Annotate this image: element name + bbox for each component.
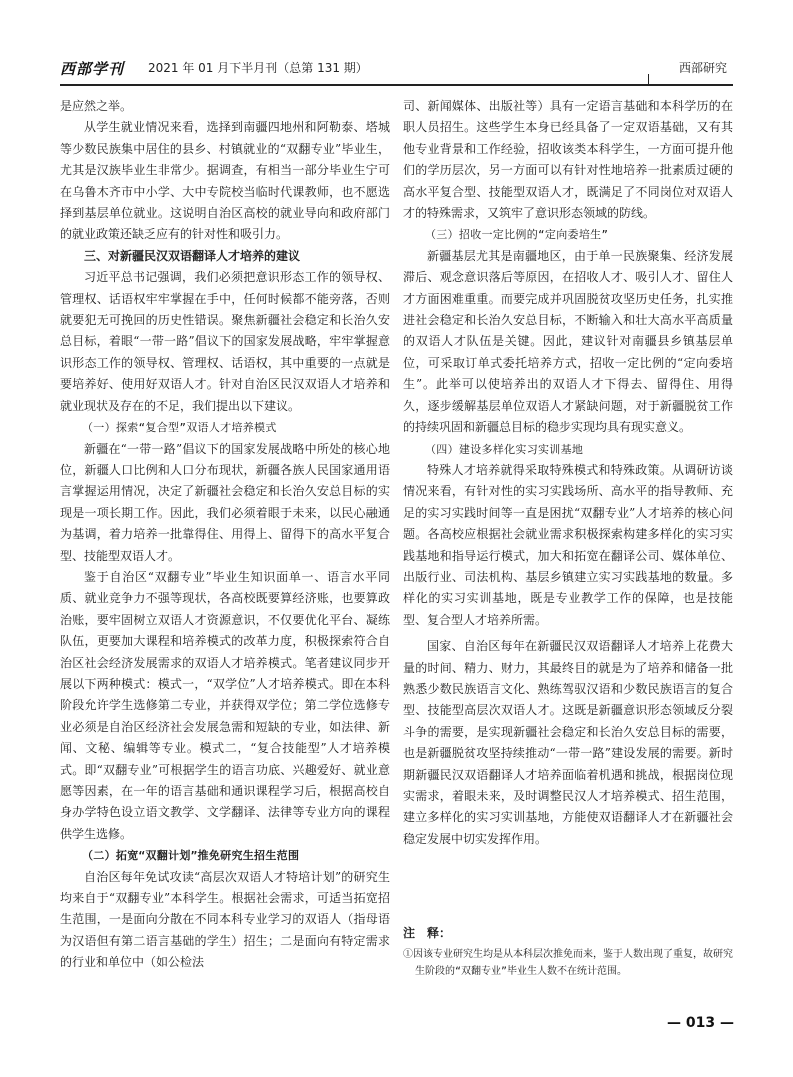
right-column	[403, 96, 733, 850]
notes-section	[403, 924, 733, 980]
notes-title: 注 释：	[403, 926, 452, 940]
issue-info: 2021 年 01 月下半月刊（总第 131 期）	[148, 61, 368, 75]
body-paragraph: 特殊人才培养就得采取特殊模式和特殊政策。从调研访谈情况来看，有针对性的实习实践场所、高水平的指导教师、充足的实习实践时间等一直是困扰“双翻专业”人才培养的核心问题。各高校应根据社会就业需求积极探索构建多样化的实习实践基地和指导运行模式，加大和拓宽在翻译公司、媒体单位、出版行业、司法机构、基层乡镇建立实习实践基地的数量。多样化的实习实训基地，既是专业教学工作的保障，也是技能型、复合型人才培养所需。	[403, 462, 733, 627]
body-paragraph: 鉴于自治区“双翻专业”毕业生知识面单一、语言水平同质、就业竞争力不强等现状，各高校既要算经济账，也要算政治账，要牢固树立双语人才资源意识，不仅要优化平台、凝练队伍，更要加大课程和培养模式的改革力度，积极探索符合自治区社会经济发展需求的双语人才培养模式。笔者建议同步开展以下两种模式：模式一，“双学位”人才培养模式。即在本科阶段允许学生选修第二专业，并获得双学位；第二学位选修专业必须是自治区经济社会发展急需和短缺的专业，如法律、新闻、文秘、编辑等专业。模式二，“复合技能型”人才培养模式。即“双翻专业”可根据学生的语言功底、兴趣爱好、就业意愿等因素，在一年的语言基础和通识课程学习后，根据高校自身办学特色设立语文教学、文学翻译、法律等专业方向的课程供学生选修。	[60, 569, 390, 841]
body-paragraph: 司、新闻媒体、出版社等）具有一定语言基础和本科学历的在职人员招生。这些学生本身已经具备了一定双语基础，又有其他专业背景和工作经验，招收该类本科学生，一方面可提升他们的学历层次，另一方面可以有针对性地培养一批素质过硬的高水平复合型、技能型双语人才，既满足了不同岗位对双语人才的特殊需求，又筑牢了意识形态领域的防线。	[403, 99, 733, 221]
body-paragraph: 新疆基层尤其是南疆地区，由于单一民族聚集、经济发展滞后、观念意识落后等原因，在招收人才、吸引人才、留住人才方面困难重重。而要完成并巩固脱贫攻坚历史任务，扎实推进社会稳定和长治久安总目标，不断输入和壮大高水平高质量的双语人才队伍是关键。因此，建议针对南疆县乡镇基层单位，可采取订单式委托培养方式，招收一定比例的“定向委培生”。此举可以使培养出的双语人才下得去、留得住、用得久，逐步缓解基层单位双语人才紧缺问题，对于新疆脱贫工作的持续巩固和新疆总目标的稳步实现均具有现实意义。	[403, 248, 733, 435]
header-divider	[648, 74, 649, 86]
body-paragraph: 是应然之举。	[60, 99, 133, 113]
subsection-heading: （四）建设多样化实习实训基地	[425, 442, 584, 456]
section-name: 西部研究	[678, 61, 727, 75]
section-heading: 三、对新疆民汉双语翻译人才培养的建议	[84, 248, 301, 263]
left-column	[60, 96, 390, 974]
body-paragraph: 自治区每年免试攻读“高层次双语人才特培计划”的研究生均来自于“双翻专业”本科学生。根据社会需求，可适当拓宽招生范围，一是面向分散在不同本科专业学习的双语人（指母语为汉语但有第二语言基础的学生）招生；二是面向有特定需求的行业和单位中（如公检法	[60, 869, 390, 970]
body-paragraph: 从学生就业情况来看，选择到南疆四地州和阿勒泰、塔城等少数民族集中居住的县乡、村镇就业的“双翻专业”毕业生，尤其是汉族毕业生非常少。据调查，有相当一部分毕业生宁可在乌鲁木齐市中小学、大中专院校当临时代课教师，也不愿选择到基层单位就业。这说明自治区高校的就业导向和政府部门的就业政策还缺乏应有的针对性和吸引力。	[60, 120, 390, 242]
page-number: — 013 —	[667, 1015, 734, 1031]
footnote: ①因该专业研究生均是从本科层次推免而来，鉴于人数出现了重复，故研究生阶段的“双翻专业”毕业生人数不在统计范围。	[403, 949, 733, 977]
body-paragraph: 国家、自治区每年在新疆民汉双语翻译人才培养上花费大量的时间、精力、财力，其最终目的就是为了培养和储备一批熟悉少数民族语言文化、熟练驾驭汉语和少数民族语言的复合型、技能型高层次双语人才。这既是新疆意识形态领域反分裂斗争的需要，是实现新疆社会稳定和长治久安总目标的需要，也是新疆脱贫攻坚持续推动“一带一路”建设发展的需要。新时期新疆民汉双语翻译人才培养面临着机遇和挑战，根据岗位现实需求，着眼未来，及时调整民汉人才培养模式、招生范围，建立多样化的实习实训基地，方能使双语翻译人才在新疆社会稳定发展中切实发挥作用。	[403, 639, 733, 846]
journal-logo: 西部学刊	[60, 60, 125, 78]
body-paragraph: 习近平总书记强调，我们必须把意识形态工作的领导权、管理权、话语权牢牢掌握在手中，任何时候都不能旁落，否则就要犯无可挽回的历史性错误。聚焦新疆社会稳定和长治久安总目标，着眼“一带一路”倡议下的国家发展战略，牢牢掌握意识形态工作的领导权、管理权、话语权，其中重要的一点就是要培养好、使用好双语人才。针对自治区民汉双语人才培养和就业现状及存在的不足，我们提出以下建议。	[60, 270, 390, 413]
page-header	[60, 50, 733, 86]
body-paragraph: 新疆在“一带一路”倡议下的国家发展战略中所处的核心地位，新疆人口比例和人口分布现状，新疆各族人民国家通用语言掌握运用情况，决定了新疆社会稳定和长治久安总目标的实现是一项长期工作。因此，我们必须着眼于未来，以民心融通为基调，着力培养一批靠得住、用得上、留得下的高水平复合型、技能型双语人才。	[60, 441, 390, 563]
subsection-heading: （三）招收一定比例的“定向委培生”	[425, 228, 609, 242]
subsection-heading: （二）拓宽“双翻计划”推免研究生招生范围	[82, 849, 300, 863]
subsection-heading: （一）探索“复合型”双语人才培养模式	[82, 421, 277, 435]
